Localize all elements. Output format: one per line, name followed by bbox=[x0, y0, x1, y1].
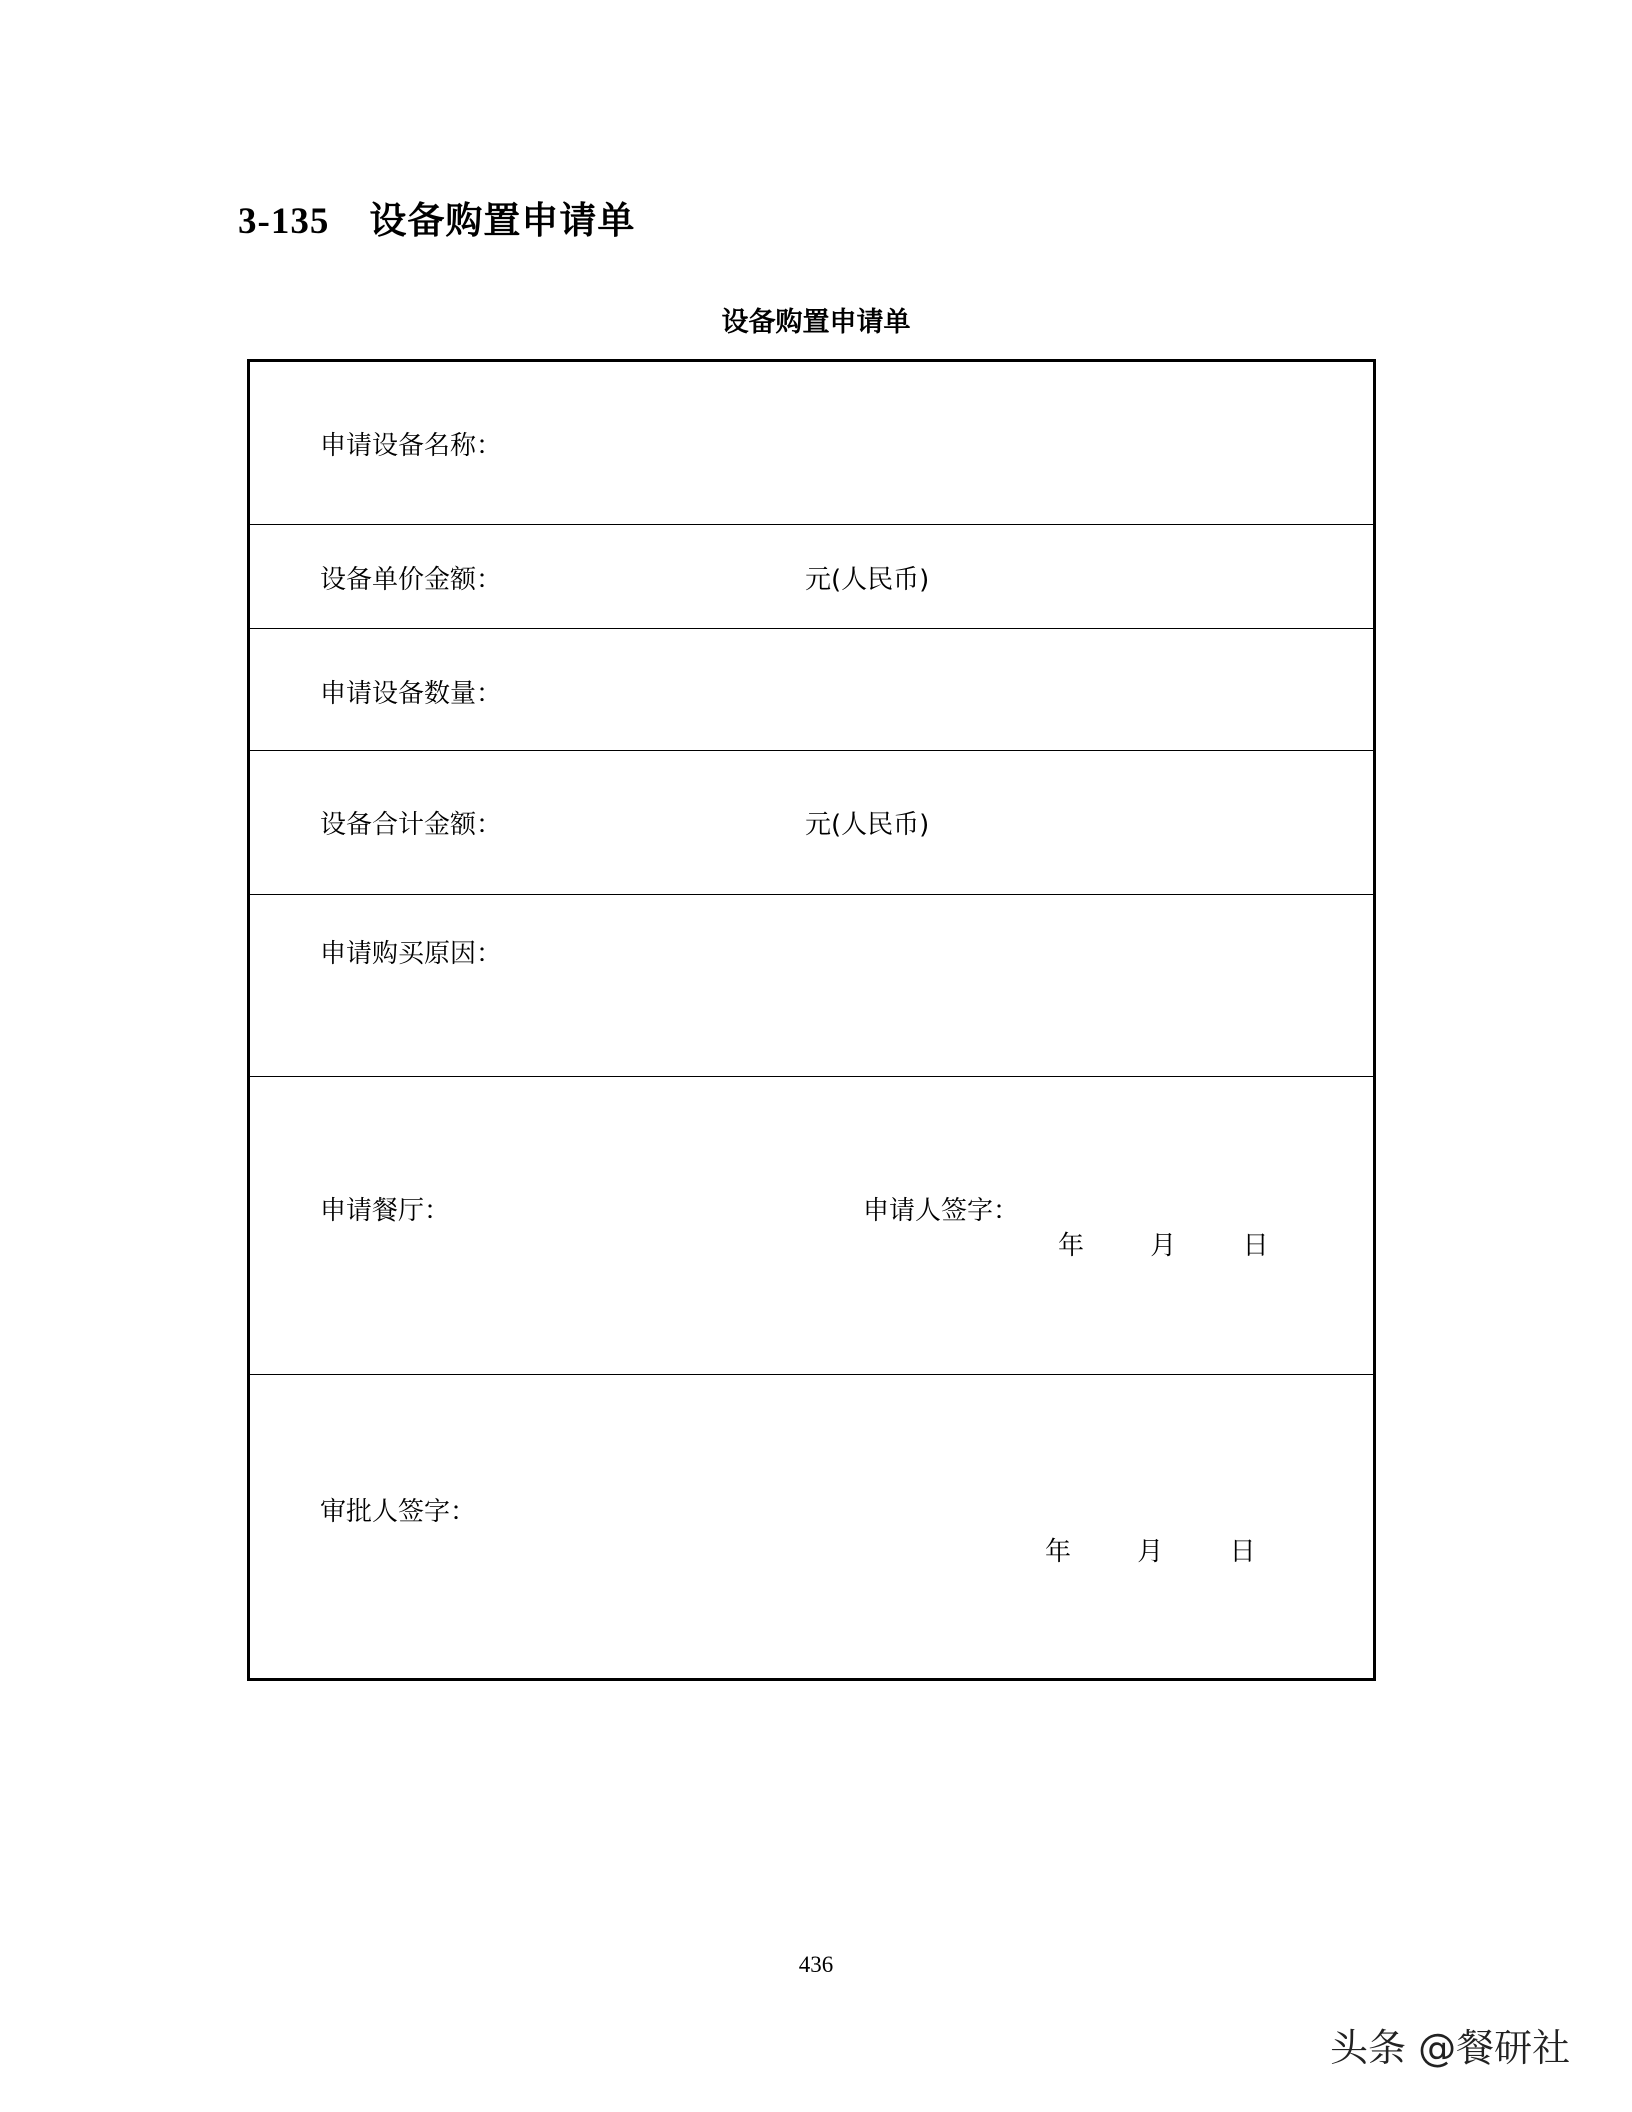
unit-price-label: 设备单价金额： bbox=[320, 565, 503, 595]
approver-label: 审批人签字： bbox=[320, 1497, 477, 1527]
date-month: 月 bbox=[1150, 1231, 1177, 1261]
device-name-label: 申请设备名称： bbox=[320, 431, 503, 461]
date-month: 月 bbox=[1137, 1537, 1164, 1567]
form-title: 设备购置申请单 bbox=[721, 307, 911, 338]
row-quantity[interactable] bbox=[250, 628, 1373, 751]
applicant-date bbox=[1058, 1225, 1269, 1262]
date-year: 年 bbox=[1058, 1231, 1085, 1261]
row-unit-price[interactable] bbox=[250, 524, 1373, 629]
quantity-label: 申请设备数量： bbox=[320, 679, 503, 709]
watermark: 头条 @餐研社 bbox=[1330, 2026, 1571, 2070]
section-heading bbox=[238, 190, 635, 244]
row-restaurant[interactable] bbox=[250, 1076, 1373, 1375]
date-day: 日 bbox=[1229, 1537, 1256, 1567]
page-number: 436 bbox=[798, 1952, 834, 1977]
section-number: 3-135 bbox=[238, 201, 330, 242]
section-title: 设备购置申请单 bbox=[369, 198, 636, 242]
row-approver[interactable] bbox=[250, 1374, 1373, 1679]
total-currency: 元(人民币) bbox=[805, 810, 930, 840]
approver-date bbox=[1045, 1531, 1256, 1568]
restaurant-label: 申请餐厅： bbox=[320, 1196, 451, 1226]
application-form-table bbox=[247, 359, 1376, 1681]
total-label: 设备合计金额： bbox=[320, 810, 503, 840]
row-reason[interactable] bbox=[250, 894, 1373, 1077]
applicant-signature-label: 申请人签字： bbox=[863, 1196, 1020, 1226]
row-device-name[interactable] bbox=[250, 362, 1373, 524]
reason-label: 申请购买原因： bbox=[320, 939, 503, 969]
unit-price-currency: 元(人民币) bbox=[805, 565, 930, 595]
row-total[interactable] bbox=[250, 750, 1373, 895]
date-year: 年 bbox=[1045, 1537, 1072, 1567]
date-day: 日 bbox=[1242, 1231, 1269, 1261]
